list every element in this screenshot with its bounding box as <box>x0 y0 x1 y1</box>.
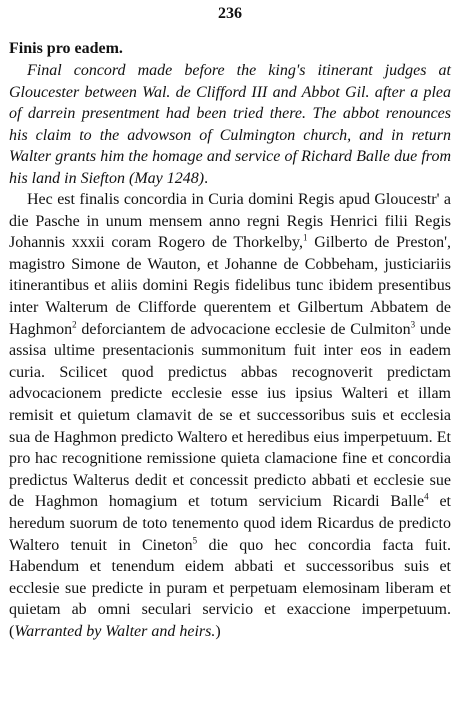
body-segment-3: deforciantem de advocacione ecclesie de Culmiton <box>76 320 411 338</box>
body-segment-6: die quo hec concordia facta fuit. Habendum et tenendum eidem abbati et successoribus suis et ecclesie sue predicte in puram et perpetuam elemosinam liberam et quietam ab omni seculari servicio et exaccione imperpetuum. ( <box>9 536 452 640</box>
warranted-note: Warranted by Walter and heirs. <box>14 622 216 640</box>
summary-text: Final concord made before the king's itinerant judges at Gloucester between Wal. de Clifford III and Abbot Gil. after a plea of darrein presentment had been tried there. The abbot renounces his claim to the advowson of Culmington church, and in return Walter grants him the homage and service of Richard Balle due from his land in Siefton (May 1248) <box>9 62 451 187</box>
page-number: 236 <box>218 5 242 22</box>
body-segment-5: et heredum suorum de toto tenemento quod idem Ricardus de predicto Waltero tenuit in Cineton <box>9 493 451 554</box>
charter-heading: Finis pro eadem. <box>9 40 123 57</box>
footnote-marker-1[interactable]: 1 <box>303 232 308 243</box>
body-close: ) <box>215 622 221 640</box>
footnote-marker-5[interactable]: 5 <box>192 535 198 546</box>
footnote-marker-4[interactable]: 4 <box>424 491 429 502</box>
charter-body <box>9 189 451 642</box>
charter-summary <box>9 60 451 189</box>
footnote-marker-2[interactable]: 2 <box>72 319 77 330</box>
body-segment-1: Hec est finalis concordia in Curia domini Regis apud Gloucestr' a die Pasche in unum mensem anno regni Regis Henrici filii Regis Johannis xxxii coram Rogero de Thorkelby, <box>9 191 451 252</box>
body-segment-2: Gilberto de Preston', magistro Simone de Wauton, et Johanne de Cobbeham, justiciariis itinerantibus et aliis domini Regis fidelibus tunc ibidem presentibus inter Walterum de Clifforde querentem et Gilbertum Abbatem de Haghmon <box>9 234 451 338</box>
footnote-marker-3[interactable]: 3 <box>410 319 416 330</box>
body-segment-4: unde assisa ultime presentacionis summonitum fuit inter eos in eadem curia. Scilicet quod predictus abbas recognoverit predictam advocacionem predicte ecclesie esse ius ipsius Walteri et illam remisit et quietum clamavit de se et successoribus suis et ecclesia sua de Haghmon predicto Waltero et heredibus eius imperpetuum. Et pro hac recognitione remissione quieta clamacione fine et concordia predictus Walterus dedit et concessit predicto abbati et ecclesie sue de Haghmon homagium et totum servicium Ricardi Balle <box>9 320 451 511</box>
summary-tail: . <box>204 169 209 187</box>
